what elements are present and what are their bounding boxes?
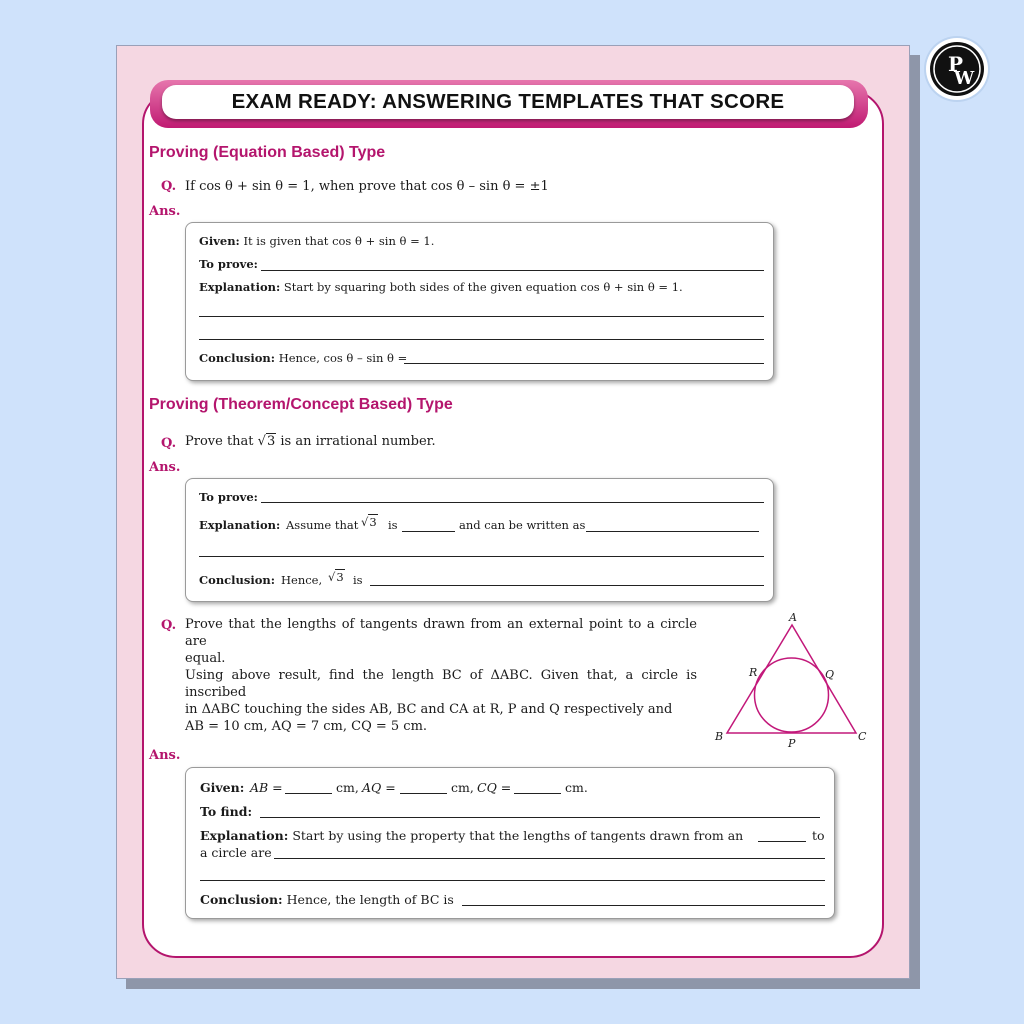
section3-tofind-label: To find: [200,804,253,819]
section3-explanation-label: Explanation: [200,828,289,843]
section3-aq-blank[interactable] [400,793,447,794]
section3-unit-cm-2: cm, [451,780,474,795]
svg-text:P: P [948,52,964,76]
section2-conclusion-blank[interactable] [370,585,764,586]
section2-heading: Proving (Theorem/Concept Based) Type [149,396,453,413]
section3-unit-cm-1: cm, [336,780,359,795]
label-q: Q [825,668,835,681]
section1-given-row [199,234,434,248]
section3-tofind-blank[interactable] [260,817,820,818]
section1-ans-label: Ans. [149,204,181,219]
section2-toprove-label: To prove: [199,490,258,504]
section3-conclusion-row [200,892,454,907]
section3-explanation-blank-3[interactable] [200,880,825,881]
section2-explanation-label: Explanation: [199,518,281,532]
section2-conclusion-pre: Hence, [281,573,323,587]
section3-ans-label: Ans. [149,748,181,763]
section2-explanation-blank-1[interactable] [402,531,455,532]
section3-answer-box [185,767,835,919]
section2-conclusion-label: Conclusion: [199,573,276,587]
section2-q-label: Q. [161,436,177,451]
section1-q-label: Q. [161,179,177,194]
section3-question-line-5: AB = 10 cm, AQ = 7 cm, CQ = 5 cm. [185,719,428,734]
section3-unit-cm-3: cm. [565,780,588,795]
section3-given-cq: CQ = [477,780,512,795]
section3-conclusion-blank[interactable] [462,905,825,906]
section1-explanation-label: Explanation: [199,280,281,294]
section1-heading: Proving (Equation Based) Type [149,144,386,161]
section2-explanation-blank-2[interactable] [586,531,759,532]
svg-text:W: W [954,68,975,89]
section1-explanation-blank-2[interactable] [199,339,764,340]
section3-question-line-2: equal. [185,651,226,666]
section1-conclusion-row [199,351,407,365]
section3-question [185,616,697,735]
section1-explanation-text: Start by squaring both sides of the given equation cos θ + sin θ = 1. [283,280,683,294]
label-a: A [789,611,797,624]
section2-question: Prove that √3 is an irrational number. [185,434,436,449]
section2-explanation-mid: is [388,518,398,532]
section1-given-text: It is given that cos θ + sin θ = 1. [243,234,435,248]
section3-explanation-row [200,828,743,843]
section1-explanation-blank-1[interactable] [199,316,764,317]
section1-toprove-blank[interactable] [261,270,764,271]
section3-explanation-text: Start by using the property that the lengths of tangents drawn from an [292,828,744,843]
section3-cq-blank[interactable] [514,793,561,794]
sqrt-symbol: √3 [257,434,276,449]
section3-question-line-1: Prove that the lengths of tangents drawn from an external point to a circle are [185,617,697,649]
section1-conclusion-label: Conclusion: [199,351,276,365]
section1-answer-box [185,222,774,381]
incircle [755,658,829,732]
section3-question-line-4: in ΔABC touching the sides AB, BC and CA at R, P and Q respectively and [185,702,673,717]
section2-conclusion-post: is [353,573,363,587]
label-c: C [858,730,867,743]
section3-conclusion-label: Conclusion: [200,892,283,907]
section2-explanation-sqrt: √3 [361,515,377,529]
section1-question: If cos θ + sin θ = 1, when prove that cos θ – sin θ = ±1 [185,179,549,194]
section2-conclusion-sqrt: √3 [328,570,344,584]
incircle-triangle-figure [708,608,876,750]
label-p: P [788,737,796,750]
pw-logo [926,38,988,100]
section1-conclusion-text: Hence, cos θ – sin θ = [278,351,408,365]
section1-given-label: Given: [199,234,240,248]
section3-given-aq: AQ = [362,780,396,795]
triangle-abc [727,625,856,733]
section1-toprove-label: To prove: [199,257,258,271]
pw-logo-icon [926,38,988,100]
section3-q-label: Q. [161,618,177,633]
section2-explanation-pre: Assume that [286,518,359,532]
section3-explanation-line-2: a circle are [200,845,272,860]
banner-title: EXAM READY: ANSWERING TEMPLATES THAT SCORE [231,90,785,113]
section2-answer-box [185,478,774,602]
section2-explanation-post: and can be written as [459,518,586,532]
label-r: R [749,666,758,679]
section3-explanation-blank-1[interactable] [758,841,806,842]
banner-inner [162,85,854,119]
section3-given-label: Given: [200,780,245,795]
section3-given-ab: AB = [250,780,283,795]
title-banner [150,80,868,128]
label-b: B [715,730,724,743]
section3-explanation-to: to [812,828,825,843]
section2-toprove-blank[interactable] [261,502,764,503]
section3-ab-blank[interactable] [285,793,332,794]
section3-question-line-3: Using above result, find the length BC of ΔABC. Given that, a circle is inscribed [185,668,697,700]
section3-conclusion-text: Hence, the length of BC is [286,892,454,907]
section3-explanation-blank-2[interactable] [274,858,825,859]
section2-ans-label: Ans. [149,460,181,475]
section2-explanation-blank-3[interactable] [199,556,764,557]
section1-explanation-row [199,280,683,294]
section1-conclusion-blank[interactable] [404,363,764,364]
